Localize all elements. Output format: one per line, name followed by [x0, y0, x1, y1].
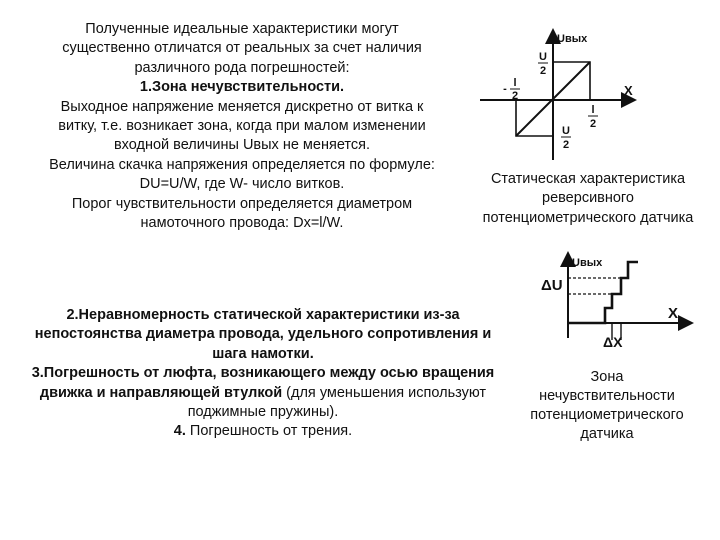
graph1-label-left-den: 2 — [511, 90, 519, 102]
graph2-y-axis-label: Uвых — [572, 257, 603, 269]
graph1-guides — [553, 62, 590, 100]
caption-line: Зона — [590, 369, 624, 385]
intro-line: Выходное напряжение меняется дискретно от витка к — [60, 98, 424, 115]
graph1-label-top: U — [539, 51, 547, 63]
intro-line: Порог чувствительности определяется диаметром — [71, 195, 413, 212]
intro-line: Величина скачка напряжения определяется по формуле: — [49, 156, 435, 173]
graph1-label-bottom-den: 2 — [562, 139, 570, 151]
error-item-friction-number: 4. — [173, 423, 186, 440]
intro-line: Полученные идеальные характеристики могут — [85, 21, 399, 37]
graph2-delta-x-label: ΔX — [603, 334, 623, 350]
graph1-guides — [516, 100, 553, 136]
caption-dead-zone — [514, 368, 700, 444]
intro-text — [22, 20, 462, 233]
error-item-nonuniformity: 2.Неравномерность статической характеристики из-за непостоянства диаметра провода, удельного сопротивления и шага намотки. — [34, 307, 492, 362]
error-item-backlash — [28, 364, 498, 422]
intro-line: входной величины Uвых не меняется. — [113, 137, 371, 154]
graph2-delta-u-label: ΔU — [541, 277, 563, 294]
error-item-friction — [28, 422, 498, 441]
graph1-label-right-den: 2 — [589, 118, 597, 130]
graph1-label-left: l — [513, 77, 517, 89]
graph1-label-right: l — [591, 104, 595, 116]
graph2-staircase — [568, 262, 638, 323]
graph1-characteristic-line — [516, 62, 590, 136]
errors-text — [28, 306, 498, 442]
caption-line: Статическая характеристика — [490, 171, 686, 187]
error-item-backlash-note: (для уменьшения используют поджимные пружины). — [187, 384, 487, 421]
intro-line: различного рода погрешностей: — [134, 59, 350, 76]
intro-line: витку, т.е. возникает зона, когда при малом изменении — [58, 118, 426, 135]
graph1-label-left-sign: - — [503, 83, 507, 95]
caption-line: потенциометрического датчика — [482, 209, 694, 226]
graph2-x-axis-label: X — [668, 305, 679, 322]
graph1-y-axis-label: Uвых — [557, 33, 588, 45]
graph1-x-axis-label: X — [624, 83, 633, 98]
error-item-backlash-bold: 3.Погрешность от люфта, возникающего между осью вращения движка и направляющей втулкой — [31, 365, 495, 401]
caption-static-characteristic — [462, 170, 714, 228]
formula-line: намоточного провода: Dx=l/W. — [140, 215, 344, 232]
caption-line: датчика — [580, 426, 634, 442]
section-heading-dead-zone: 1.Зона нечувствительности. — [139, 79, 345, 96]
graph1-label-bottom: U — [562, 125, 570, 137]
caption-line: нечувствительности — [539, 388, 675, 404]
error-item-friction-text: Погрешность от трения. — [185, 423, 353, 440]
graph1-label-top-den: 2 — [539, 65, 547, 77]
caption-line: потенциометрического — [530, 407, 684, 423]
formula-line: DU=U/W, где W- число витков. — [139, 176, 345, 193]
caption-line: реверсивного — [542, 190, 634, 207]
intro-line: существенно отличатся от реальных за счет наличия — [62, 40, 422, 57]
